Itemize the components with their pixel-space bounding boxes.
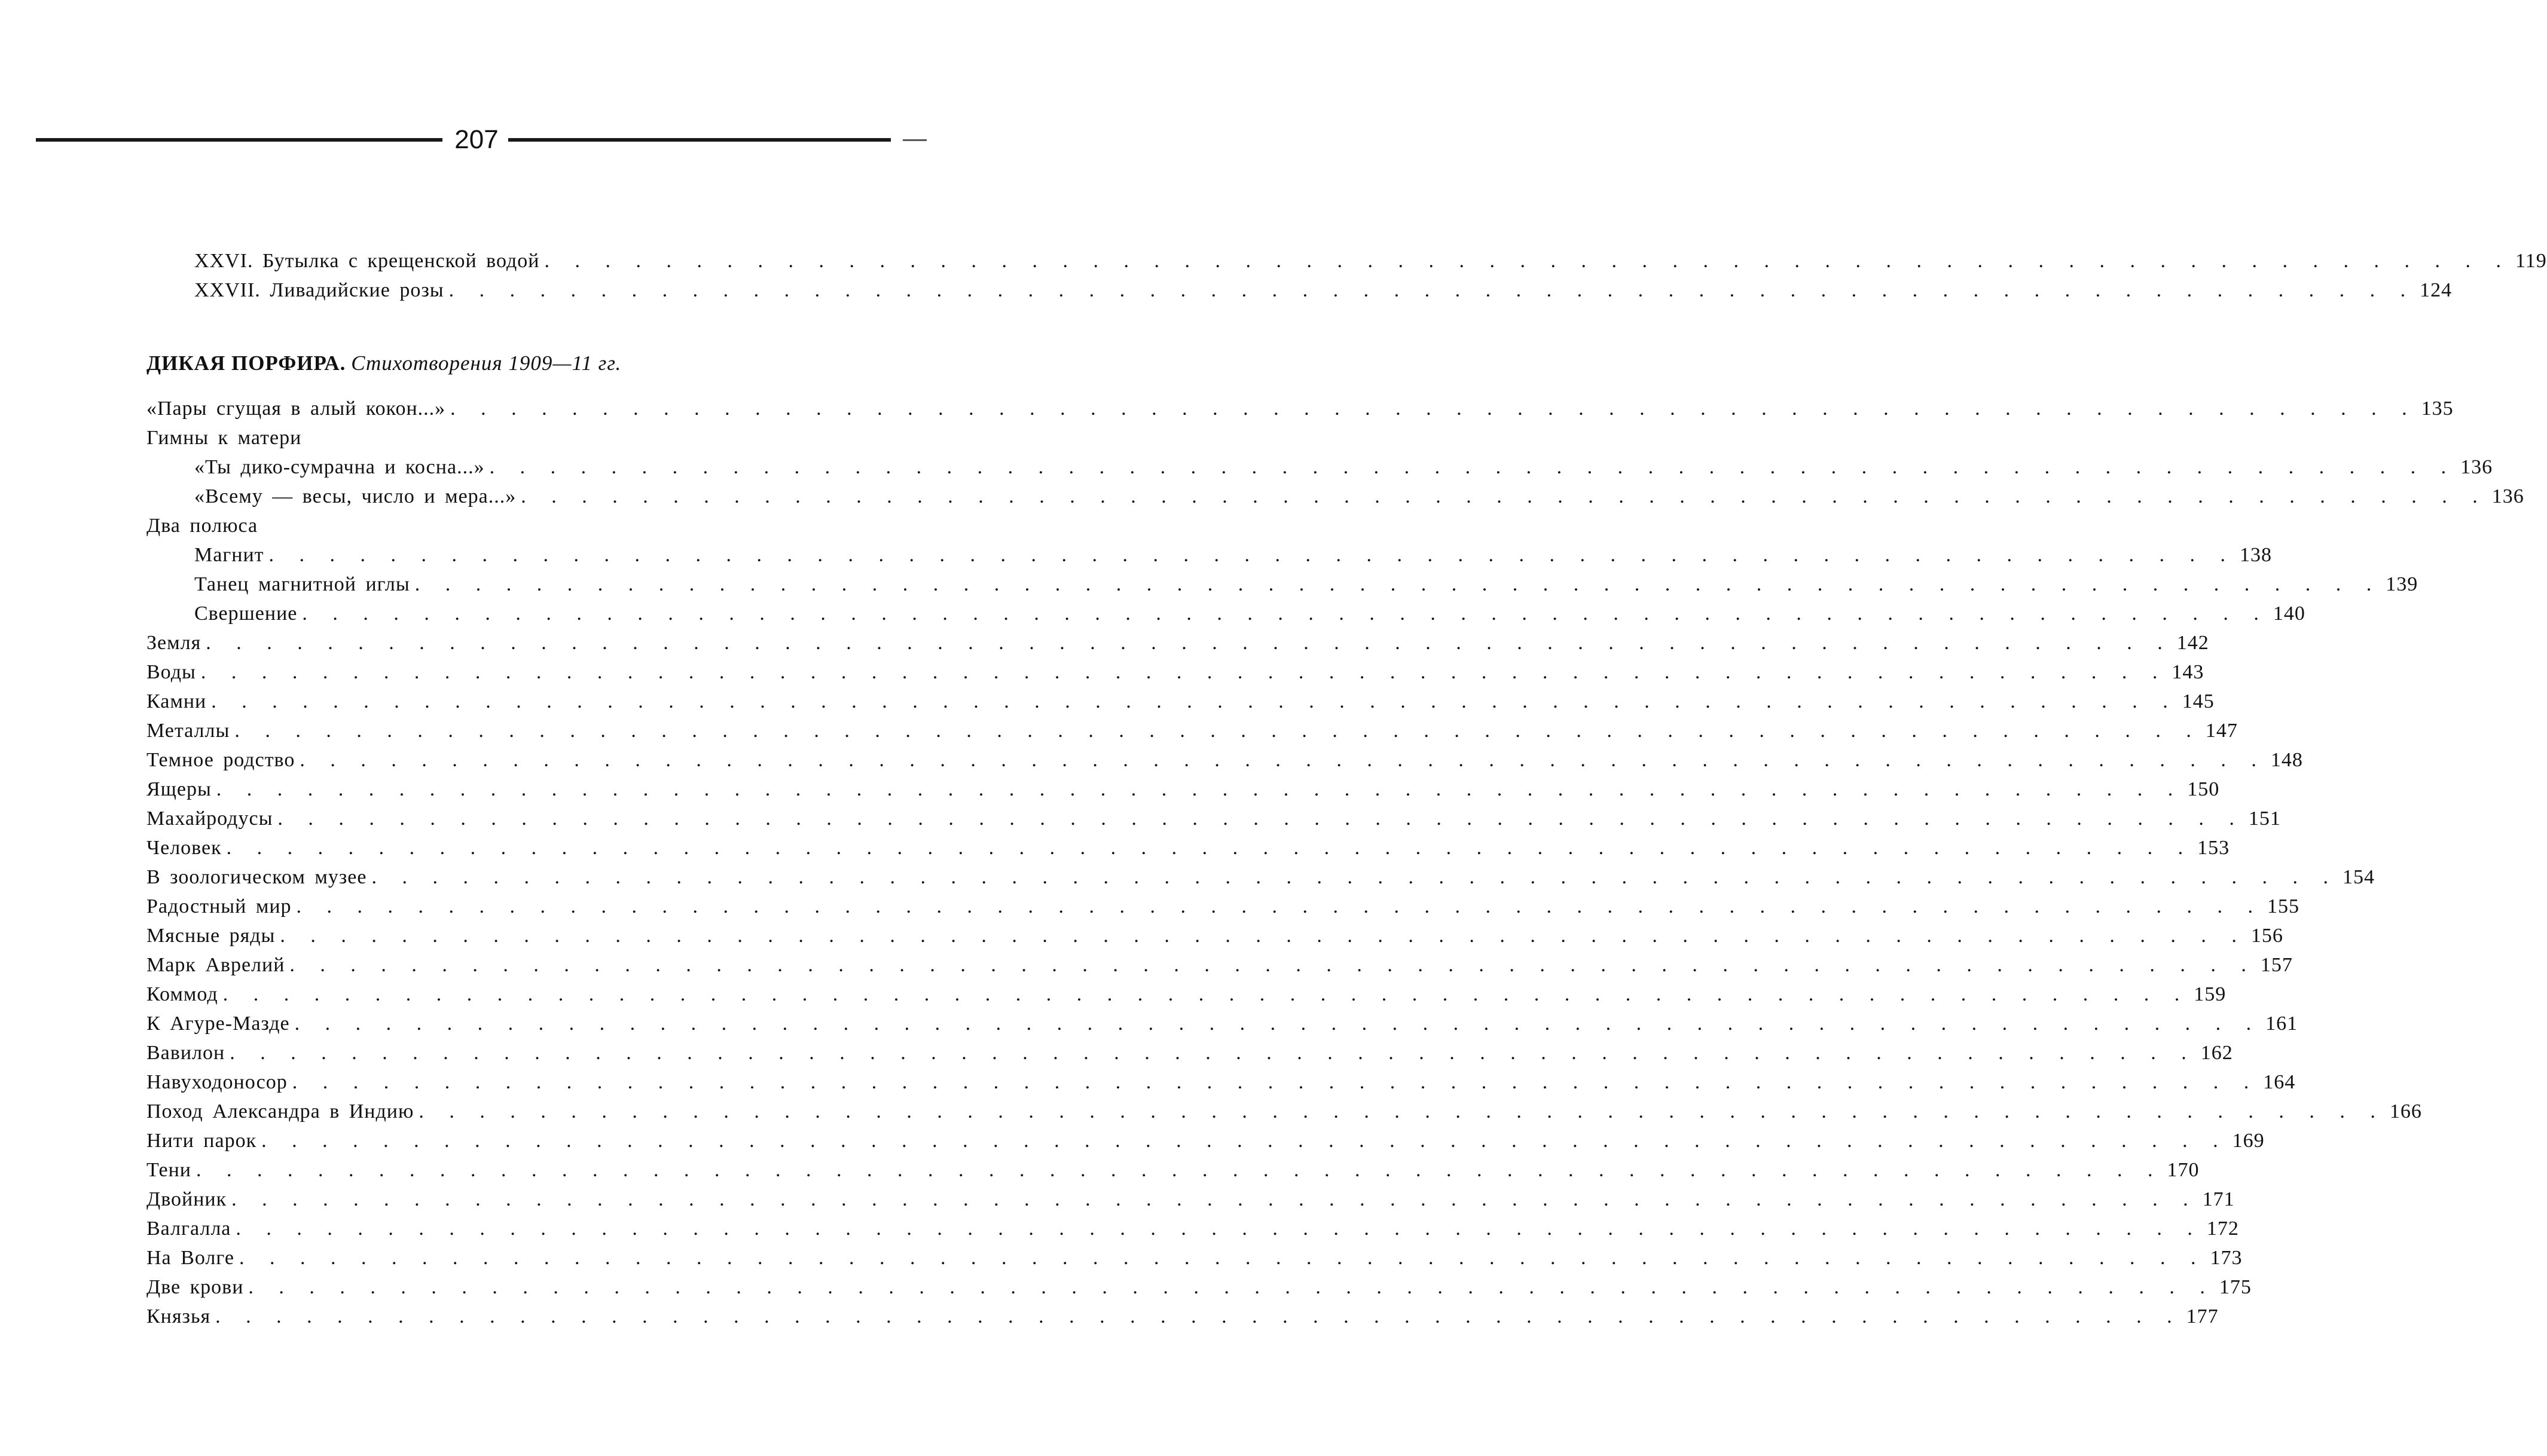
dot-leader: . . . . . . . . . . . . . . . . . . . . . . . . . . . . . . . . . . . . . . . . . . . . . . . . . . . . . . . . . . . . . . . . . <box>216 778 2182 800</box>
toc-entry <box>194 541 2273 570</box>
toc-entry-title: Марк Аврелий <box>146 954 285 976</box>
dot-leader: . . . . . . . . . . . . . . . . . . . . . . . . . . . . . . . . . . . . . . . . . . . . . . . . . . . . . . . . . . . . . . . . . <box>200 661 2166 683</box>
toc-entry-page: 166 <box>2389 1100 2422 1122</box>
toc-entry-title: Танец магнитной иглы <box>194 573 410 595</box>
dot-leader: . . . . . . . . . . . . . . . . . . . . . . . . . . . . . . . . . . . . . . . . . . . . . . . . . . . . . . . . . . . . . . . . . <box>236 1218 2201 1240</box>
dot-leader: . . . . . . . . . . . . . . . . . . . . . . . . . . . . . . . . . . . . . . . . . . . . . . . . . . . . . . . . . . . . . . . . . <box>294 1013 2260 1035</box>
toc-entry-title: «Пары сгущая в алый кокон...» <box>146 397 446 420</box>
toc-entry-page: 147 <box>2205 720 2238 742</box>
toc-entry-title: Двойник <box>146 1188 227 1210</box>
toc-entry-page: 173 <box>2210 1247 2243 1269</box>
dot-leader: . . . . . . . . . . . . . . . . . . . . . . . . . . . . . . . . . . . . . . . . . . . . . . . . . . . . . . . . . . . . . . . . . <box>231 1188 2197 1210</box>
toc-entry-title: На Волге <box>146 1247 234 1269</box>
toc-entry-page: 138 <box>2240 544 2273 566</box>
toc-entry-title: Валгалла <box>146 1218 231 1240</box>
dot-leader: . . . . . . . . . . . . . . . . . . . . . . . . . . . . . . . . . . . . . . . . . . . . . . . . . . . . . . . . . . . . . . . . . <box>450 397 2415 420</box>
toc-entry <box>146 1273 2252 1302</box>
dot-leader: . . . . . . . . . . . . . . . . . . . . . . . . . . . . . . . . . . . . . . . . . . . . . . . . . . . . . . . . . . . . . . . . . <box>448 279 2414 301</box>
toc-entry-page: 177 <box>2186 1305 2219 1327</box>
toc-entry-page: 157 <box>2260 954 2293 976</box>
toc-entry-title: В зоологическом музее <box>146 866 367 888</box>
toc-entry-page: 145 <box>2182 690 2215 712</box>
toc-entry-page: 164 <box>2263 1071 2296 1093</box>
toc-entry-title: Тени <box>146 1159 191 1181</box>
toc-entry-page: 140 <box>2273 602 2305 625</box>
toc-entry-page: 159 <box>2194 983 2227 1005</box>
toc-entry-page: 150 <box>2187 778 2220 800</box>
toc-group-label: Два полюса <box>146 515 258 537</box>
toc-entry-page: 119 <box>2515 250 2547 272</box>
dot-leader: . . . . . . . . . . . . . . . . . . . . . . . . . . . . . . . . . . . . . . . . . . . . . . . . . . . . . . . . . . . . . . . . . <box>296 895 2262 917</box>
toc-entry <box>194 247 2547 276</box>
dot-leader: . . . . . . . . . . . . . . . . . . . . . . . . . . . . . . . . . . . . . . . . . . . . . . . . . . . . . . . . . . . . . . . . . <box>226 837 2192 859</box>
section-heading <box>146 349 621 378</box>
dot-leader: . . . . . . . . . . . . . . . . . . . . . . . . . . . . . . . . . . . . . . . . . . . . . . . . . . . . . . . . . . . . . . . . . <box>196 1159 2161 1181</box>
dot-leader: . . . . . . . . . . . . . . . . . . . . . . . . . . . . . . . . . . . . . . . . . . . . . . . . . . . . . . . . . . . . . . . . . <box>277 807 2243 830</box>
toc-entry-title: Две крови <box>146 1276 244 1298</box>
toc-entry-page: 155 <box>2267 895 2300 917</box>
toc-entry-title: Магнит <box>194 544 264 566</box>
section-subtitle: Стихотворения 1909—11 гг. <box>351 351 622 375</box>
toc-entry <box>194 570 2418 599</box>
toc-entry-title: Воды <box>146 661 196 683</box>
toc-entry-title: Человек <box>146 837 222 859</box>
toc-entry-title: Вавилон <box>146 1042 225 1064</box>
header-rule-left <box>36 138 442 142</box>
page-number: 207 <box>454 125 499 154</box>
toc-entry <box>146 1185 2235 1214</box>
toc-entry <box>146 394 2454 423</box>
toc-entry <box>146 951 2293 980</box>
toc-entry <box>146 687 2215 716</box>
dot-leader: . . . . . . . . . . . . . . . . . . . . . . . . . . . . . . . . . . . . . . . . . . . . . . . . . . . . . . . . . . . . . . . . . <box>261 1130 2227 1152</box>
toc-entry-title: Мясные ряды <box>146 925 276 947</box>
toc-entry-title: «Всему — весы, число и мера...» <box>194 485 517 507</box>
toc-entry <box>146 629 2209 657</box>
toc-entry-page: 153 <box>2197 837 2230 859</box>
toc-entry-title: «Ты дико-сумрачна и косна...» <box>194 456 485 478</box>
toc-entry <box>146 834 2230 862</box>
dot-leader: . . . . . . . . . . . . . . . . . . . . . . . . . . . . . . . . . . . . . . . . . . . . . . . . . . . . . . . . . . . . . . . . . <box>230 1042 2195 1064</box>
toc-entry <box>146 1097 2422 1126</box>
toc-entry <box>194 453 2493 482</box>
toc-entry <box>146 1010 2298 1038</box>
toc-entry <box>146 658 2204 687</box>
toc-entry <box>146 922 2283 950</box>
toc-entry <box>194 599 2305 628</box>
header-rule-right <box>508 138 891 142</box>
dot-leader: . . . . . . . . . . . . . . . . . . . . . . . . . . . . . . . . . . . . . . . . . . . . . . . . . . . . . . . . . . . . . . . . . <box>289 954 2255 976</box>
toc-entry <box>146 1215 2239 1243</box>
toc-entry-title: Нити парок <box>146 1130 257 1152</box>
toc-entry-title: К Агуре-Мазде <box>146 1013 290 1035</box>
dot-leader: . . . . . . . . . . . . . . . . . . . . . . . . . . . . . . . . . . . . . . . . . . . . . . . . . . . . . . . . . . . . . . . . . <box>419 1100 2384 1122</box>
toc-entry-page: 135 <box>2421 397 2454 420</box>
toc-entry-title: Коммод <box>146 983 218 1005</box>
toc-entry <box>146 1127 2265 1155</box>
dot-leader: . . . . . . . . . . . . . . . . . . . . . . . . . . . . . . . . . . . . . . . . . . . . . . . . . . . . . . . . . . . . . . . . . <box>371 866 2337 888</box>
toc-entry-title: Радостный мир <box>146 895 292 917</box>
toc-group-label: Гимны к матери <box>146 427 302 449</box>
toc-entry-title: Темное родство <box>146 749 295 771</box>
toc-entry <box>146 980 2227 1009</box>
toc-entry-title: Поход Александра в Индию <box>146 1100 414 1122</box>
toc-entry-page: 169 <box>2232 1130 2265 1152</box>
toc-entry <box>146 892 2300 921</box>
toc-entry-title: Свершение <box>194 602 298 625</box>
section-title: ДИКАЯ ПОРФИРА. <box>146 351 346 375</box>
toc-entry-title: Махайродусы <box>146 807 273 830</box>
dot-leader: . . . . . . . . . . . . . . . . . . . . . . . . . . . . . . . . . . . . . . . . . . . . . . . . . . . . . . . . . . . . . . . . . <box>206 632 2171 654</box>
toc-entry-page: 156 <box>2250 925 2283 947</box>
dot-leader: . . . . . . . . . . . . . . . . . . . . . . . . . . . . . . . . . . . . . . . . . . . . . . . . . . . . . . . . . . . . . . . . . <box>521 485 2486 507</box>
toc-entry-page: 175 <box>2219 1276 2252 1298</box>
toc-entry <box>146 863 2375 892</box>
dot-leader: . . . . . . . . . . . . . . . . . . . . . . . . . . . . . . . . . . . . . . . . . . . . . . . . . . . . . . . . . . . . . . . . . <box>489 456 2455 478</box>
toc-entry-title: XXVII. Ливадийские розы <box>194 279 444 301</box>
dot-leader: . . . . . . . . . . . . . . . . . . . . . . . . . . . . . . . . . . . . . . . . . . . . . . . . . . . . . . . . . . . . . . . . . <box>292 1071 2258 1093</box>
toc-entry <box>146 1244 2243 1273</box>
dot-leader: . . . . . . . . . . . . . . . . . . . . . . . . . . . . . . . . . . . . . . . . . . . . . . . . . . . . . . . . . . . . . . . . . <box>300 749 2265 771</box>
toc-entry-page: 151 <box>2248 807 2281 830</box>
header-rule-tail <box>903 139 927 141</box>
toc-entry <box>146 1068 2296 1097</box>
toc-entry <box>146 1039 2233 1067</box>
toc-entry-page: 161 <box>2265 1013 2298 1035</box>
dot-leader: . . . . . . . . . . . . . . . . . . . . . . . . . . . . . . . . . . . . . . . . . . . . . . . . . . . . . . . . . . . . . . . . . <box>215 1305 2180 1327</box>
page-header <box>0 123 965 158</box>
dot-leader: . . . . . . . . . . . . . . . . . . . . . . . . . . . . . . . . . . . . . . . . . . . . . . . . . . . . . . . . . . . . . . . . . <box>222 983 2188 1005</box>
dot-leader: . . . . . . . . . . . . . . . . . . . . . . . . . . . . . . . . . . . . . . . . . . . . . . . . . . . . . . . . . . . . . . . . . <box>234 720 2200 742</box>
toc-entry-page: 172 <box>2206 1218 2239 1240</box>
toc-entry-page: 142 <box>2176 632 2209 654</box>
toc-entry-page: 136 <box>2460 456 2493 478</box>
toc-entry-title: Навуходоносор <box>146 1071 288 1093</box>
toc-entry <box>146 717 2238 745</box>
toc-entry-page: 154 <box>2342 866 2375 888</box>
dot-leader: . . . . . . . . . . . . . . . . . . . . . . . . . . . . . . . . . . . . . . . . . . . . . . . . . . . . . . . . . . . . . . . . . <box>211 690 2176 712</box>
toc-entry-page: 171 <box>2202 1188 2235 1210</box>
dot-leader: . . . . . . . . . . . . . . . . . . . . . . . . . . . . . . . . . . . . . . . . . . . . . . . . . . . . . . . . . . . . . . . . . <box>239 1247 2204 1269</box>
dot-leader: . . . . . . . . . . . . . . . . . . . . . . . . . . . . . . . . . . . . . . . . . . . . . . . . . . . . . . . . . . . . . . . . . <box>302 602 2267 625</box>
toc-entry-title: XXVI. Бутылка с крещенской водой <box>194 250 540 272</box>
toc-entry-page: 143 <box>2172 661 2204 683</box>
dot-leader: . . . . . . . . . . . . . . . . . . . . . . . . . . . . . . . . . . . . . . . . . . . . . . . . . . . . . . . . . . . . . . . . . <box>268 544 2234 566</box>
toc-entry-page: 136 <box>2491 485 2524 507</box>
toc-entry-page: 139 <box>2386 573 2418 595</box>
toc-entry <box>194 276 2453 305</box>
toc-entry <box>146 1302 2219 1331</box>
toc-entry <box>194 482 2524 511</box>
toc-entry <box>146 775 2220 804</box>
toc-entry-page: 162 <box>2200 1042 2233 1064</box>
toc-entry-title: Земля <box>146 632 201 654</box>
toc-entry-title: Ящеры <box>146 778 212 800</box>
toc-entry-title: Камни <box>146 690 207 712</box>
toc-entry-title: Металлы <box>146 720 230 742</box>
dot-leader: . . . . . . . . . . . . . . . . . . . . . . . . . . . . . . . . . . . . . . . . . . . . . . . . . . . . . . . . . . . . . . . . . <box>280 925 2245 947</box>
toc-entry-title: Князья <box>146 1305 211 1327</box>
toc-entry <box>146 746 2303 775</box>
toc-entry-page: 148 <box>2270 749 2303 771</box>
toc-entry <box>146 1156 2200 1185</box>
toc-entry <box>146 805 2281 833</box>
dot-leader: . . . . . . . . . . . . . . . . . . . . . . . . . . . . . . . . . . . . . . . . . . . . . . . . . . . . . . . . . . . . . . . . . <box>414 573 2380 595</box>
dot-leader: . . . . . . . . . . . . . . . . . . . . . . . . . . . . . . . . . . . . . . . . . . . . . . . . . . . . . . . . . . . . . . . . . <box>248 1276 2213 1298</box>
toc-entry-page: 170 <box>2167 1159 2200 1181</box>
dot-leader: . . . . . . . . . . . . . . . . . . . . . . . . . . . . . . . . . . . . . . . . . . . . . . . . . . . . . . . . . . . . . . . . . <box>544 250 2510 272</box>
toc-entry-page: 124 <box>2420 279 2453 301</box>
